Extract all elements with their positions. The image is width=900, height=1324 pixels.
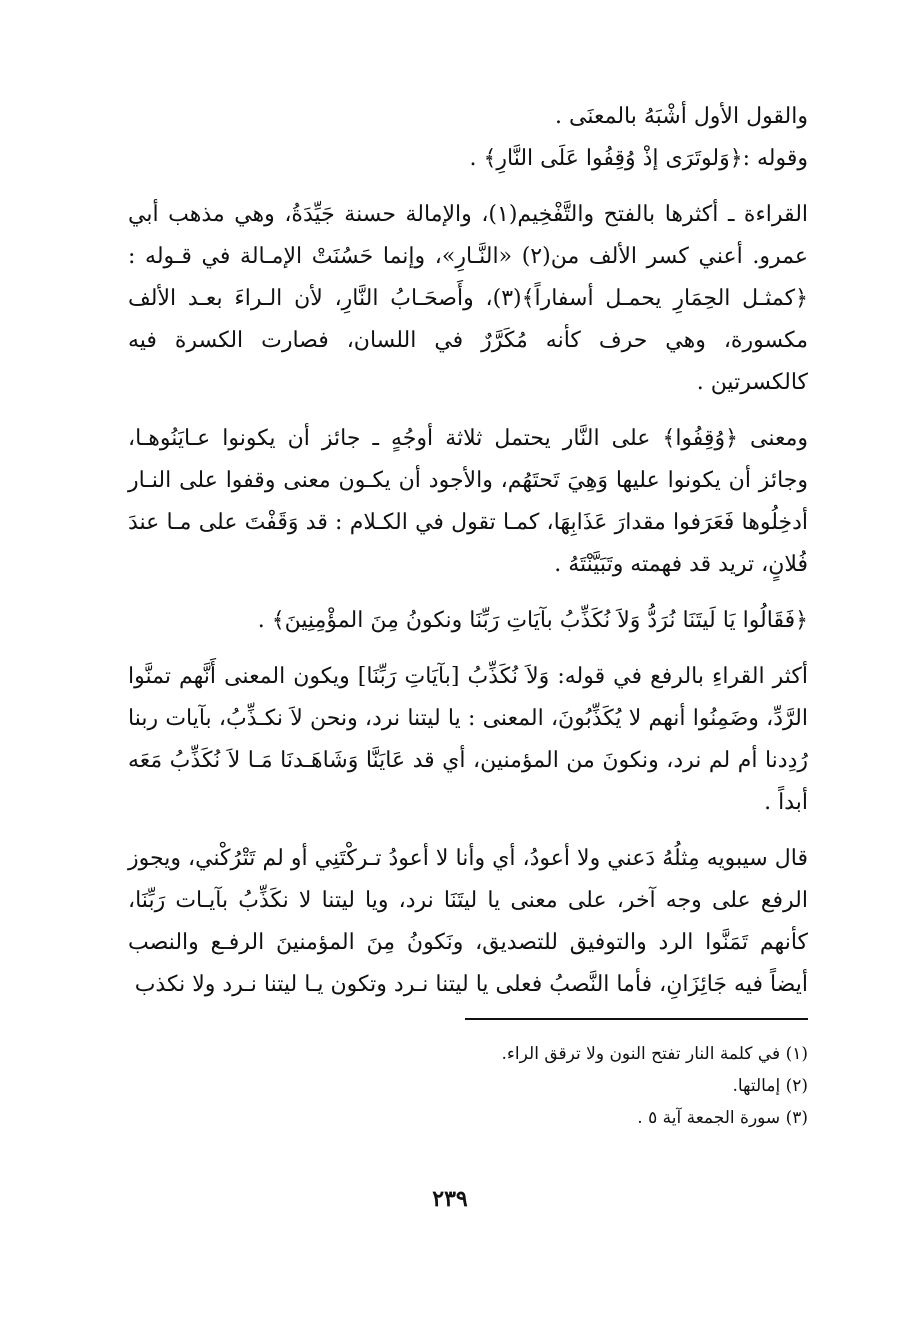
footnote: (٢) إمالتها. bbox=[732, 1076, 808, 1096]
paragraph-sibawayh: قال سيبويه مِثلُهُ دَعني ولا أعودُ، أي وأنا لا أعودُ تـركْتَنِي أو لم تَتْرُكْني، ويجوز الرفع على وجه آخر، على معنى يا ليتَنَا نرد، ويا ليتنا لا نكَذِّبُ بآيـات رَبِّنَا، كأنهم تَمَنَّوا الرد والتوفيق للتصديق، ونَكونُ مِنَ المؤمنينَ الرفـع والنصب أيضاً فيه جَائِزَانِ، فأما النَّصبُ فعلى يا ليتنا نـرد وتكون يـا ليتنا نـرد ولا نكذب bbox=[128, 846, 808, 997]
page-number: ٢٣٩ bbox=[432, 1186, 468, 1212]
paragraph-reading: القراءة ـ أكثرها بالفتح والتَّفْخِيم(١)، والإمالة حسنة جَيِّدَةُ، وهي مذهب أبي عمرو. أعني كسر الألف من(٢) «النَّـارِ»، وإنما حَسُنَتْ الإمـالة في قـوله : ﴿كمثـل الحِمَارِ يحمـل أسفاراً﴾(٣)، وأَصحَـابُ النَّارِ، لأن الـراءَ بعـد الألف مكسورة، وهي حرف كأنه مُكَرَّرٌ في اللسان، فصارت الكسرة فيه كالكسرتين . bbox=[128, 202, 809, 395]
footnote: (٣) سورة الجمعة آية ٥ . bbox=[637, 1108, 808, 1128]
paragraph-meaning: ومعنى ﴿وُقِفُوا﴾ على النَّار يحتمل ثلاثة أوجُهٍ ـ جائز أن يكونوا عـايَنُوهـا، وجائز أن يكونوا عليها وَهِيَ تَحتَهُم، والأجود أن يكـون معنى وقفوا على النـار أدخِلُوها فَعَرَفوا مقدارَ عَذَابِهَا، كمـا تقول في الكـلام : قد وَقَفْتَ على مـا عندَ فُلانٍ، تريد قد فهمته وتَبَيَّنْتَهُ . bbox=[128, 426, 808, 577]
footnotes bbox=[300, 1038, 808, 1134]
verse-quote: وقوله :﴿وَلوتَرَى إذْ وُقِفُوا عَلَى النَّارِ﴾ . bbox=[469, 146, 808, 171]
line-statement: والقول الأول أشْبَهُ بالمعنَى . bbox=[555, 104, 808, 129]
main-text bbox=[128, 96, 808, 1006]
verse-quote: ﴿فَقَالُوا يَا لَيتَنَا نُرَدُّ وَلاَ نُكَذِّبُ بآيَاتِ رَبِّنَا ونكونُ مِنَ المؤْمِنِينَ﴾ . bbox=[257, 608, 808, 633]
footnote-divider bbox=[465, 1018, 808, 1020]
paragraph-raf: أكثر القراءِ بالرفع في قوله: وَلاَ نُكَذِّبُ [بآيَاتِ رَبِّنَا] ويكون المعنى أَنَّهم تمنَّوا الرَّدِّ، وضَمِنُوا أنهم لا يُكَذِّبُونَ، المعنى : يا ليتنا نرد، ونحن لاَ نكـذِّبُ، بآيات ربنا رُدِدنا أم لم نرد، ونكونَ من المؤمنين، أي قد عَايَنَّا وَشَاهَـدنَا مَـا لاَ نُكَذِّبُ مَعَه أبداً . bbox=[128, 664, 808, 815]
footnote: (١) في كلمة النار تفتح النون ولا ترقق الراء. bbox=[501, 1044, 808, 1064]
